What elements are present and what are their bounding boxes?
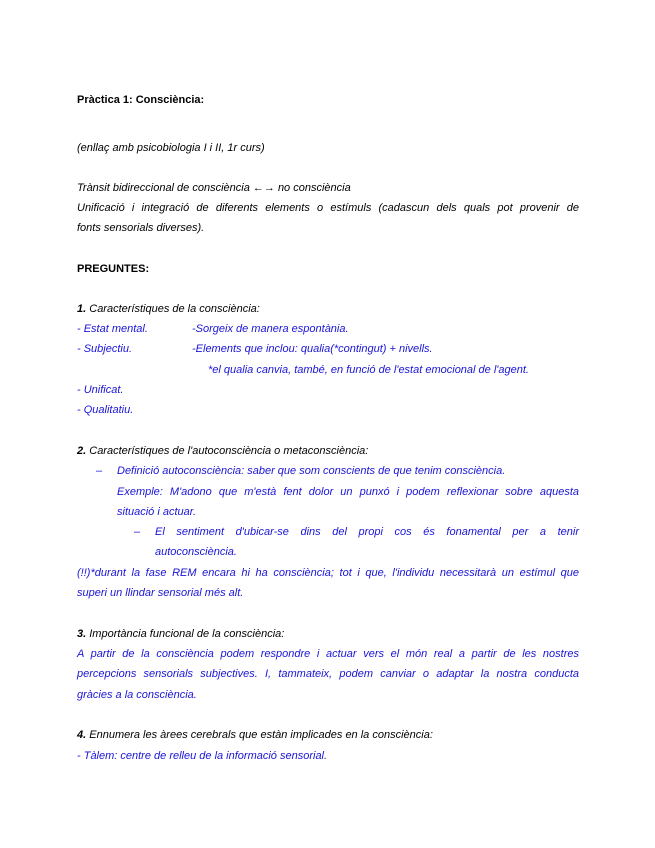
question-3-number: 3. (77, 628, 87, 640)
questions-heading: PREGUNTES: (77, 263, 150, 275)
q2-example-line-2: situació i actuar. (117, 506, 197, 518)
q2-bullet: – (96, 465, 103, 477)
question-4 (77, 728, 433, 742)
q2-definition: Definició autoconsciència: saber que som conscients de que tenim consciència. (117, 465, 506, 477)
page-title: Pràctica 1: Consciència: (77, 94, 205, 106)
intro-line-1: Trànsit bidireccional de consciència ←→ no consciència (77, 182, 351, 194)
q1-item-subjectiu: - Subjectiu. (77, 343, 133, 355)
question-1 (77, 302, 260, 316)
intro-line-3: fonts sensorials diverses). (77, 222, 205, 234)
q2-note-line-1: (!!)*durant la fase REM encara hi ha consciència; tot i que, l'individu necessitarà un estímul que (77, 567, 579, 579)
q1-note-qualia-emocional: *el qualia canvia, també, en funció de l'estat emocional de l'agent. (208, 364, 529, 376)
question-2-number: 2. (77, 445, 87, 457)
q4-answer-line-1: - Tàlem: centre de relleu de la informació sensorial. (77, 750, 328, 762)
question-1-text: Característiques de la consciència: (89, 303, 260, 315)
q1-note-qualia: -Elements que inclou: qualia(*contingut) + nivells. (192, 343, 433, 355)
q2-sub-line-2: autoconsciència. (155, 546, 237, 558)
q3-answer-line-1: A partir de la consciència podem respondre i actuar vers el món real a partir de les nostres (77, 648, 579, 660)
q2-sub-line-1: El sentiment d'ubicar-se dins del propi cos és fonamental per a tenir (155, 526, 579, 538)
q2-note-line-2: superi un llindar sensorial més alt. (77, 587, 244, 599)
q3-answer-line-2: percepcions sensorials subjectives. I, tammateix, podem canviar o adaptar la nostra conducta (77, 668, 579, 680)
q1-note-espontania: -Sorgeix de manera espontània. (192, 323, 349, 335)
question-2 (77, 444, 368, 458)
question-1-number: 1. (77, 303, 87, 315)
intro-line-2: Unificació i integració de diferents elements o estímuls (cadascun dels quals pot provenir de (77, 202, 579, 214)
question-3 (77, 627, 284, 641)
q2-example-line-1: Exemple: M'adono que m'està fent dolor un punxó i podem reflexionar sobre aquesta (117, 486, 579, 498)
q1-item-unificat: - Unificat. (77, 384, 124, 396)
q1-item-estat-mental: - Estat mental. (77, 323, 148, 335)
question-3-text: Importància funcional de la consciència: (89, 628, 285, 640)
question-4-text: Ennumera les àrees cerebrals que estàn implicades en la consciència: (89, 729, 433, 741)
q2-sub-bullet: – (134, 526, 141, 538)
subtitle: (enllaç amb psicobiologia I i II, 1r curs) (77, 142, 265, 154)
question-4-number: 4. (77, 729, 87, 741)
question-2-text: Característiques de l'autoconsciència o metaconsciència: (89, 445, 369, 457)
q1-item-qualitatiu: - Qualitatiu. (77, 404, 134, 416)
q3-answer-line-3: gràcies a la consciència. (77, 689, 197, 701)
